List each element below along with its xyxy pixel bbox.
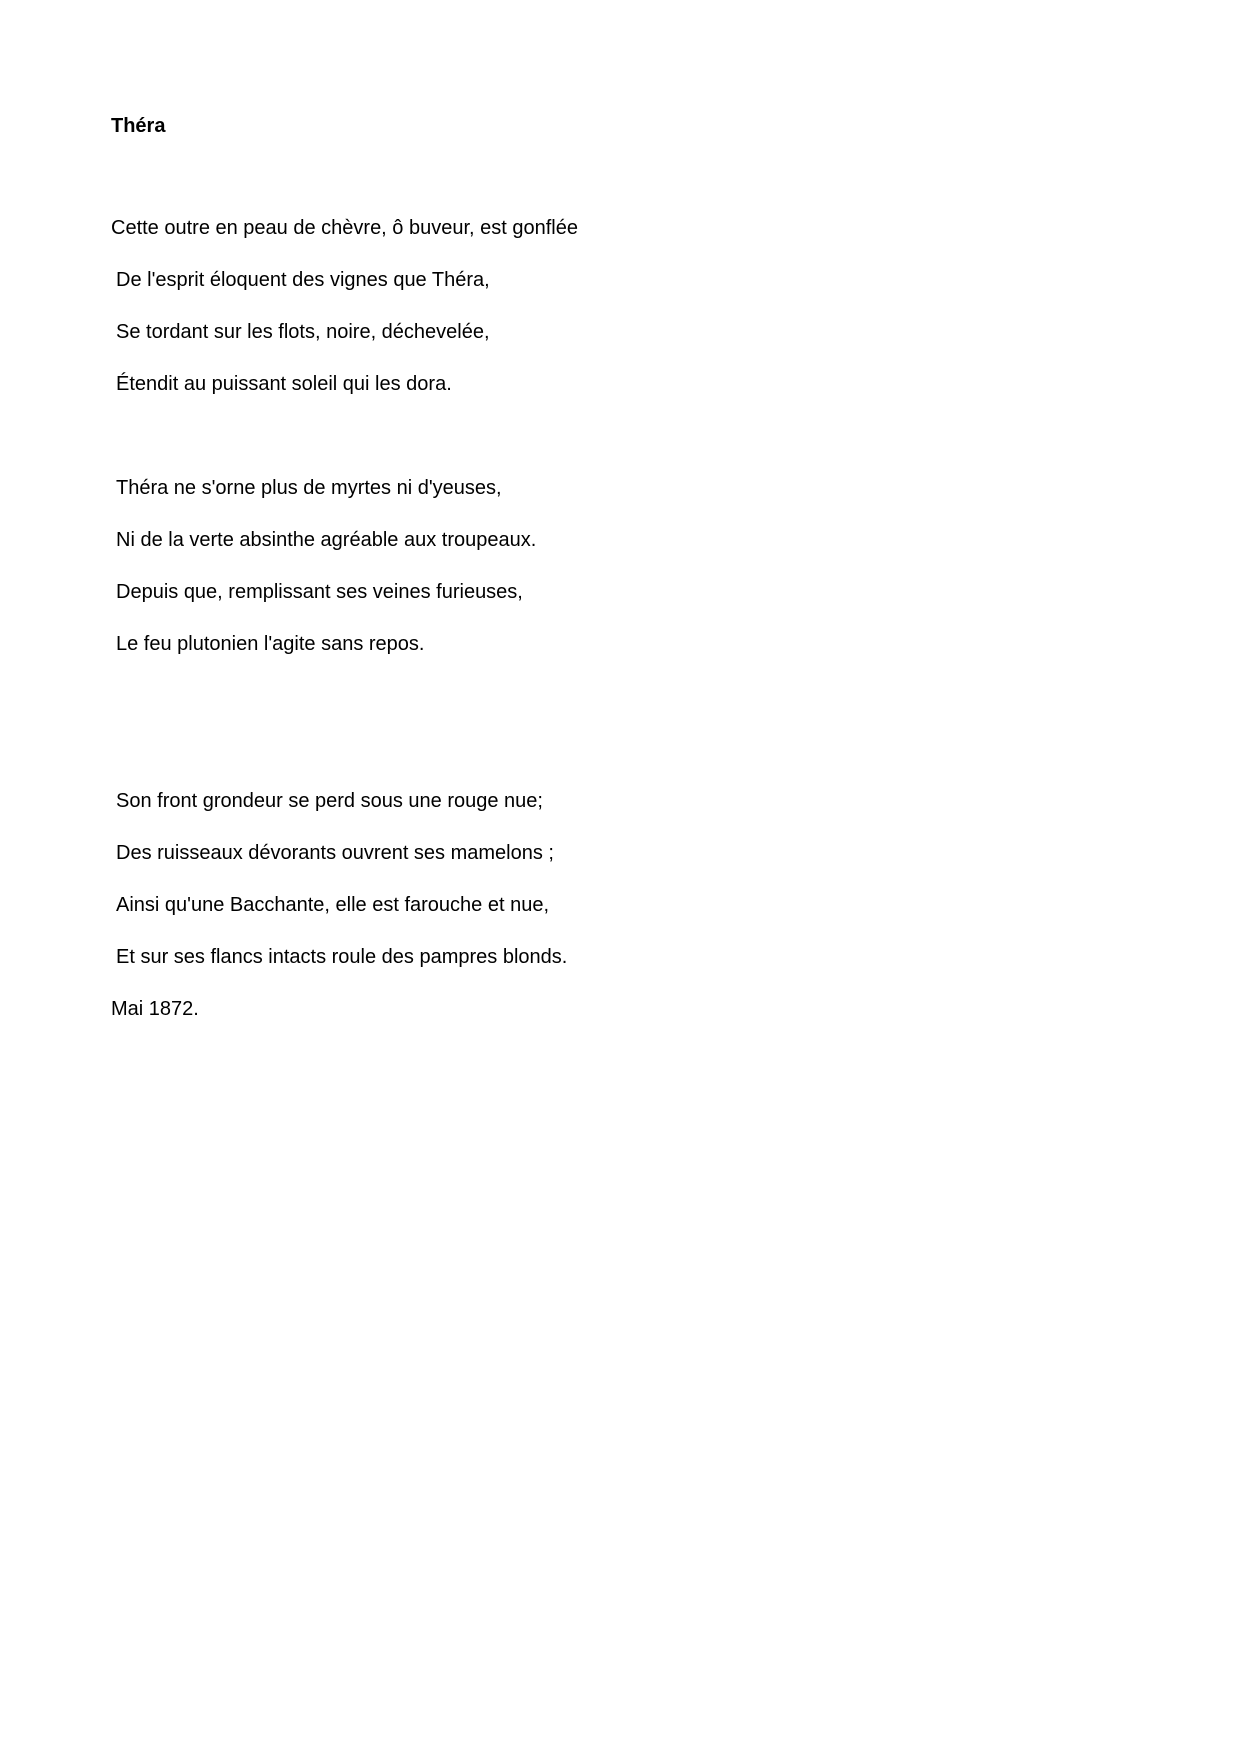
poem-date: Mai 1872. — [111, 998, 199, 1020]
poem-line: Le feu plutonien l'agite sans repos. — [116, 633, 425, 655]
poem-line: Cette outre en peau de chèvre, ô buveur, est gonflée — [111, 217, 578, 239]
poem-line: Étendit au puissant soleil qui les dora. — [116, 373, 452, 395]
poem-line: Son front grondeur se perd sous une rouge nue; — [116, 790, 543, 812]
poem-title: Théra — [111, 115, 166, 137]
poem-line: Ainsi qu'une Bacchante, elle est farouche et nue, — [116, 894, 549, 916]
poem-line: Des ruisseaux dévorants ouvrent ses mamelons ; — [116, 842, 554, 864]
poem-line: Théra ne s'orne plus de myrtes ni d'yeuses, — [116, 477, 502, 499]
poem-line: Se tordant sur les flots, noire, déchevelée, — [116, 321, 490, 343]
poem-line: Ni de la verte absinthe agréable aux troupeaux. — [116, 529, 537, 551]
poem-line: De l'esprit éloquent des vignes que Théra, — [116, 269, 490, 291]
poem-line: Et sur ses flancs intacts roule des pampres blonds. — [116, 946, 568, 968]
poem-line: Depuis que, remplissant ses veines furieuses, — [116, 581, 523, 603]
